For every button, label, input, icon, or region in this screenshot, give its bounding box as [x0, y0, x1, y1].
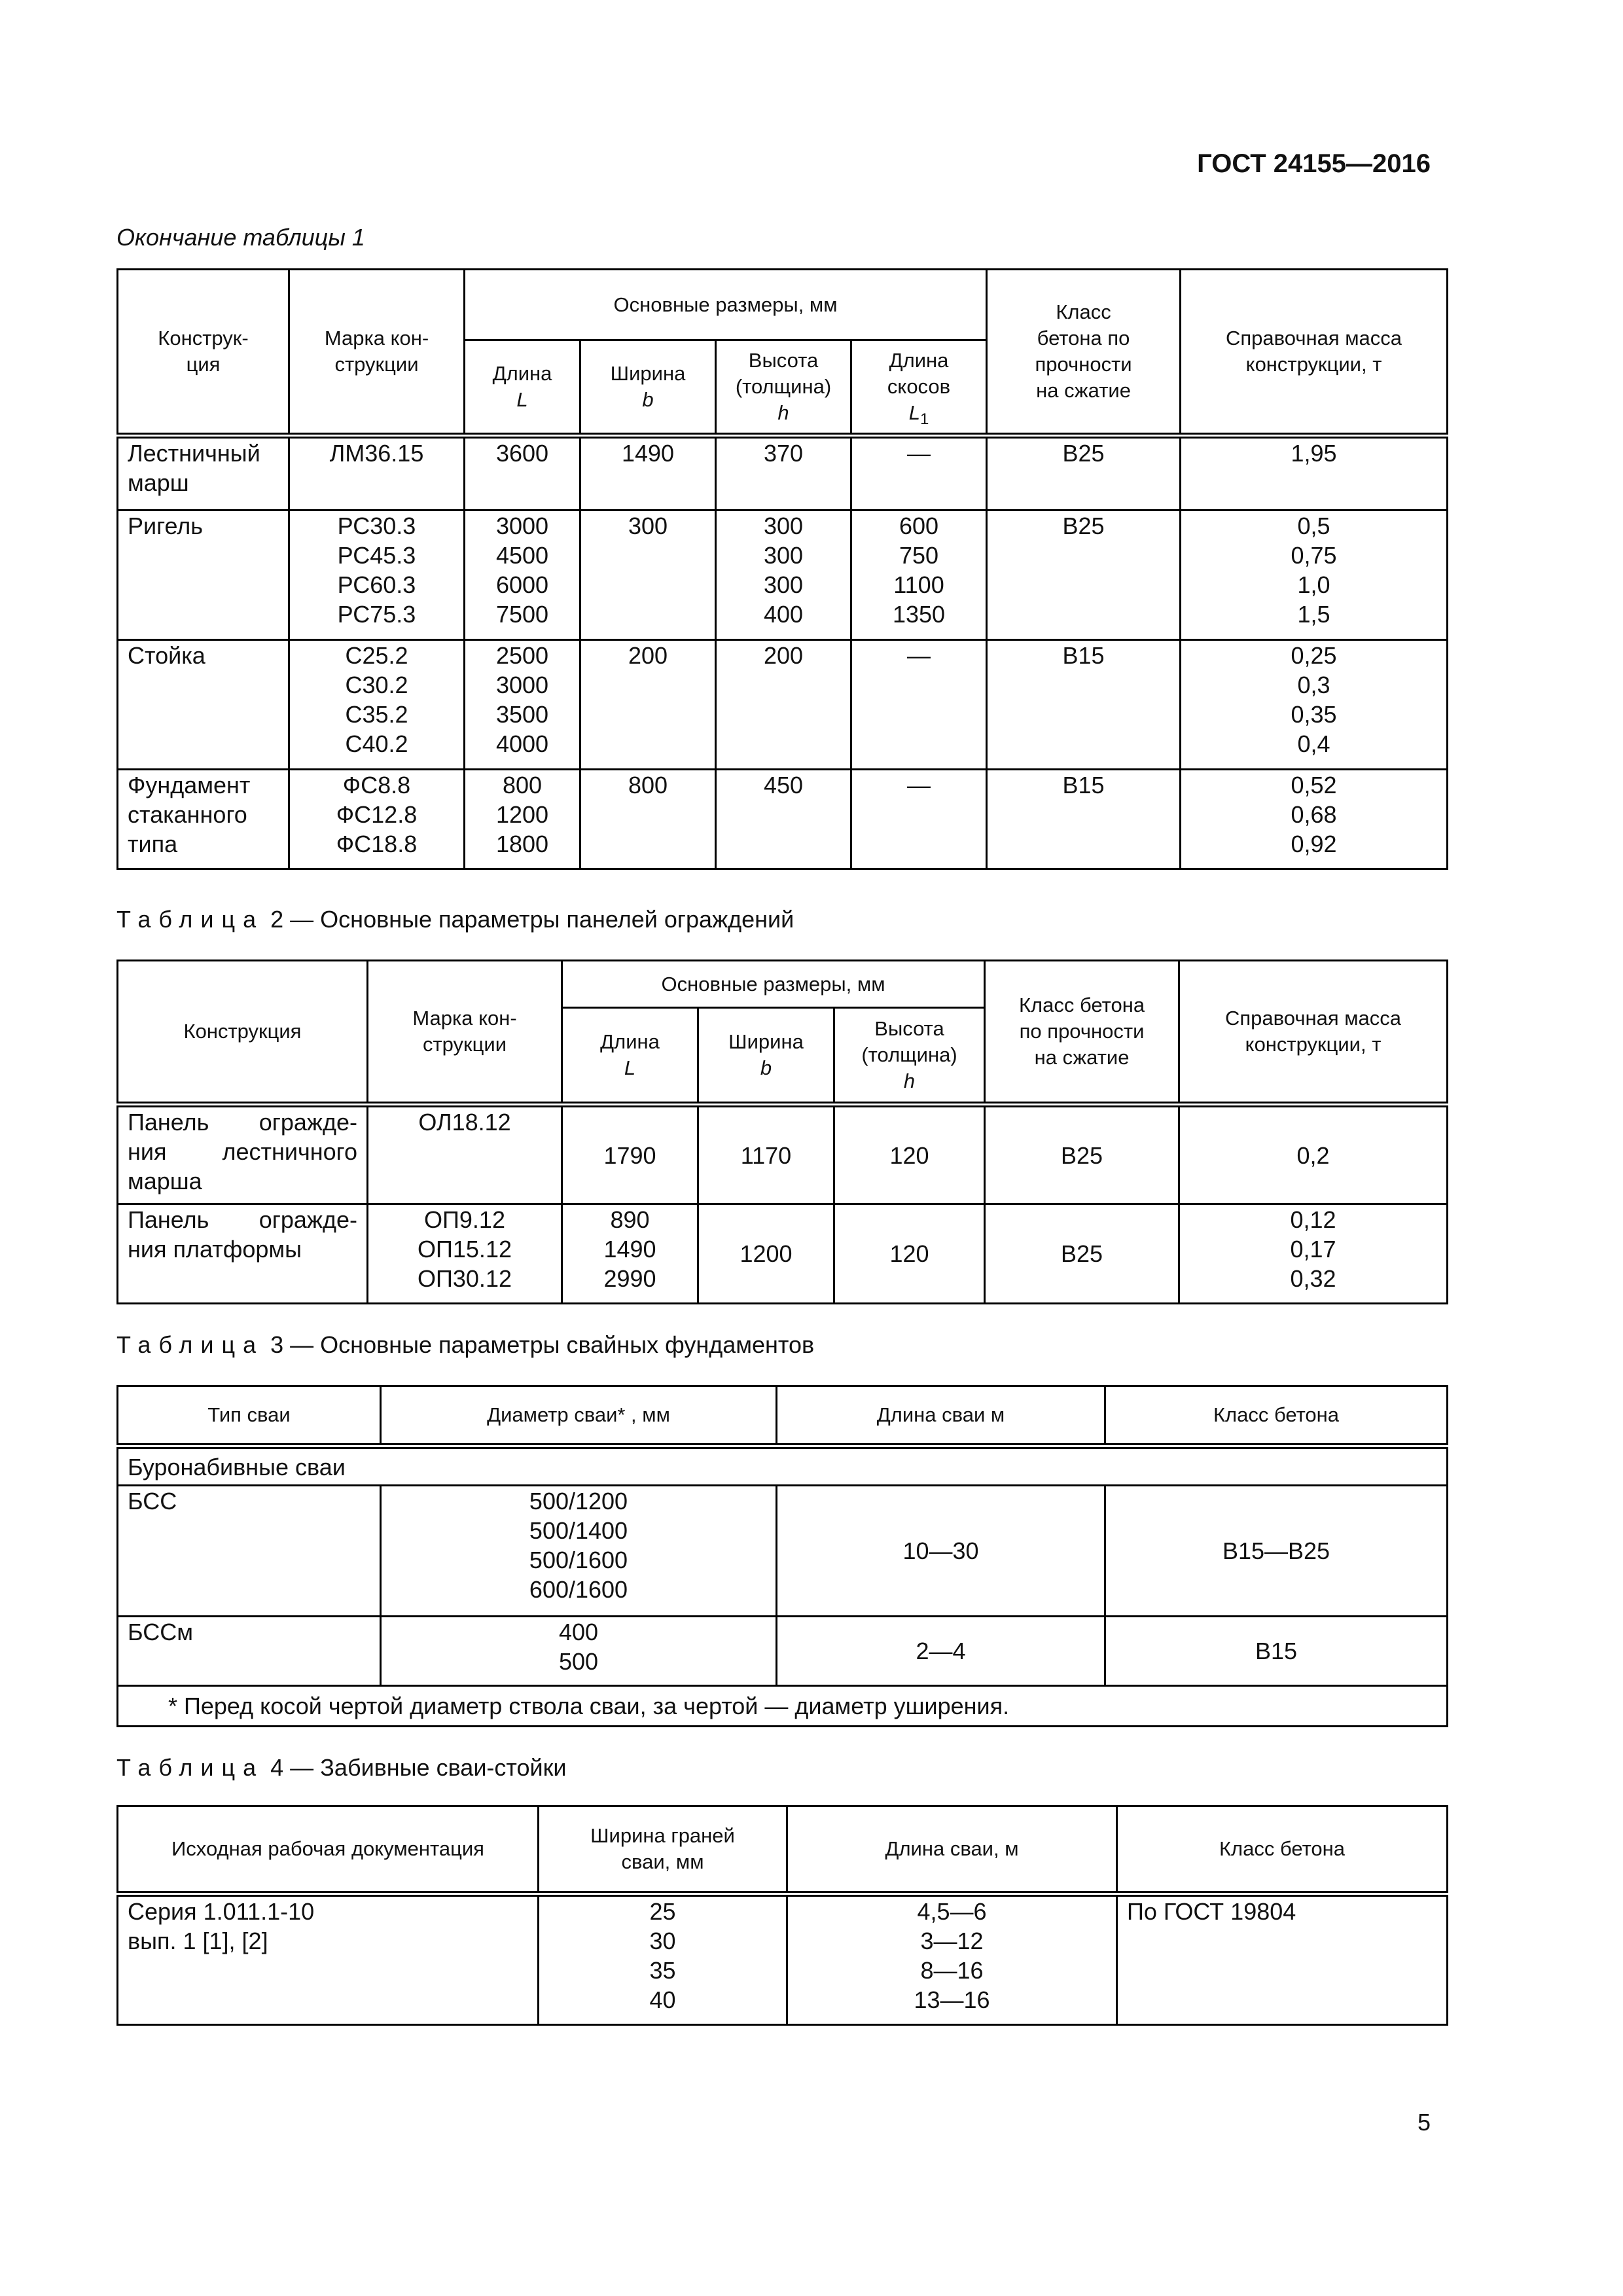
t3-cell-length: 10—30	[777, 1486, 1105, 1617]
t1-header-main-sizes: Основные размеры, мм	[465, 270, 987, 340]
t3-header-type: Тип сваи	[118, 1386, 381, 1446]
t1-row-stair-flight	[118, 436, 1448, 511]
t1-header-construction: Конструк- ция	[118, 270, 289, 436]
t4-header-class: Класс бетона	[1117, 1806, 1448, 1894]
t3-row-bss	[118, 1486, 1448, 1617]
t3-cell-type: БССм	[118, 1617, 381, 1686]
t2-cell-height: 120	[834, 1204, 985, 1304]
t1-cell-bevel: —	[851, 640, 987, 770]
t2-cell-length: 1790	[562, 1105, 698, 1204]
t1-cell-construction: Ригель	[118, 511, 289, 640]
t2-header-main-sizes: Основные размеры, мм	[562, 961, 985, 1008]
t2-cell-mark: ОП9.12 ОП15.12 ОП30.12	[368, 1204, 562, 1304]
t4-header-width: Ширина граней сваи, мм	[539, 1806, 787, 1894]
t2-cell-width: 1170	[698, 1105, 834, 1204]
t1-cell-width: 300	[580, 511, 716, 640]
table4	[116, 1805, 1448, 2026]
t2-cell-mass: 0,12 0,17 0,32	[1179, 1204, 1448, 1304]
t3-header-diameter: Диаметр сваи* , мм	[381, 1386, 777, 1446]
t1-cell-construction: Стойка	[118, 640, 289, 770]
t1-cell-width: 1490	[580, 436, 716, 511]
t1-cell-class: В25	[987, 511, 1181, 640]
t1-cell-bevel: —	[851, 436, 987, 511]
document-header: ГОСТ 24155—2016	[1197, 149, 1431, 178]
t1-cell-mark: ЛМ36.15	[289, 436, 465, 511]
t4-header-length: Длина сваи, м	[787, 1806, 1117, 1894]
t1-cell-bevel: 600 750 1100 1350	[851, 511, 987, 640]
t1-cell-length: 2500 3000 3500 4000	[465, 640, 580, 770]
t1-header-mass: Справочная масса конструкции, т	[1181, 270, 1448, 436]
t2-row-platform-panel	[118, 1204, 1448, 1304]
t1-cell-height: 370	[716, 436, 851, 511]
t1-cell-class: В25	[987, 436, 1181, 511]
t2-cell-length: 890 1490 2990	[562, 1204, 698, 1304]
t2-cell-construction: Панель огражде- ния платформы	[118, 1204, 368, 1304]
t1-cell-width: 200	[580, 640, 716, 770]
t3-header-length: Длина сваи м	[777, 1386, 1105, 1446]
t3-cell-diameter: 400 500	[381, 1617, 777, 1686]
t1-header-width: Ширина b	[580, 340, 716, 436]
table2-caption: Таблица 2 — Основные параметры панелей ограждений	[116, 906, 794, 933]
t1-cell-mass: 0,5 0,75 1,0 1,5	[1181, 511, 1448, 640]
t2-header-construction: Конструкция	[118, 961, 368, 1105]
t1-cell-mass: 1,95	[1181, 436, 1448, 511]
table4-caption: Таблица 4 — Забивные сваи-стойки	[116, 1754, 567, 1781]
t1-cell-length: 3600	[465, 436, 580, 511]
t3-cell-class: В15—В25	[1105, 1486, 1448, 1617]
t1-cell-length: 3000 4500 6000 7500	[465, 511, 580, 640]
t1-header-height: Высота (толщина) h	[716, 340, 851, 436]
t1-cell-mark: ФС8.8 ФС12.8 ФС18.8	[289, 770, 465, 869]
t1-cell-bevel: —	[851, 770, 987, 869]
t4-cell-doc: Серия 1.011.1-10 вып. 1 [1], [2]	[118, 1894, 539, 2025]
t1-header-length: Длина L	[465, 340, 580, 436]
table3-caption: Таблица 3 — Основные параметры свайных фундаментов	[116, 1331, 815, 1358]
t1-row-crossbar	[118, 511, 1448, 640]
t3-cell-class: В15	[1105, 1617, 1448, 1686]
t1-cell-mass: 0,25 0,3 0,35 0,4	[1181, 640, 1448, 770]
t1-cell-mark: С25.2 С30.2 С35.2 С40.2	[289, 640, 465, 770]
t2-cell-height: 120	[834, 1105, 985, 1204]
t1-cell-height: 300 300 300 400	[716, 511, 851, 640]
t2-header-length: Длина L	[562, 1008, 698, 1105]
t3-footnote: * Перед косой чертой диаметр ствола сваи, за чертой — диаметр уширения.	[118, 1686, 1448, 1727]
t1-cell-construction: Фундамент стаканного типа	[118, 770, 289, 869]
t1-cell-height: 450	[716, 770, 851, 869]
table2	[116, 960, 1448, 1304]
t1-cell-mass: 0,52 0,68 0,92	[1181, 770, 1448, 869]
t3-row-bssm	[118, 1617, 1448, 1686]
t2-cell-class: В25	[985, 1204, 1179, 1304]
t4-row-series	[118, 1894, 1448, 2025]
t2-cell-mass: 0,2	[1179, 1105, 1448, 1204]
t1-cell-height: 200	[716, 640, 851, 770]
t2-header-width: Ширина b	[698, 1008, 834, 1105]
t4-header-doc: Исходная рабочая документация	[118, 1806, 539, 1894]
t2-cell-mark: ОЛ18.12	[368, 1105, 562, 1204]
t3-header-class: Класс бетона	[1105, 1386, 1448, 1446]
page-number: 5	[1417, 2109, 1431, 2136]
t2-header-concrete-class: Класс бетона по прочности на сжатие	[985, 961, 1179, 1105]
table1-continuation-label: Окончание таблицы 1	[116, 224, 365, 251]
t4-cell-length: 4,5—6 3—12 8—16 13—16	[787, 1894, 1117, 2025]
t1-cell-width: 800	[580, 770, 716, 869]
t1-cell-length: 800 1200 1800	[465, 770, 580, 869]
t3-cell-diameter: 500/1200 500/1400 500/1600 600/1600	[381, 1486, 777, 1617]
t4-cell-width: 25 30 35 40	[539, 1894, 787, 2025]
t1-header-mark: Марка кон- струкции	[289, 270, 465, 436]
t2-header-mass: Справочная масса конструкции, т	[1179, 961, 1448, 1105]
t1-row-foundation	[118, 770, 1448, 869]
t1-row-post	[118, 640, 1448, 770]
table1	[116, 268, 1448, 870]
t3-cell-length: 2—4	[777, 1617, 1105, 1686]
t2-header-mark: Марка кон- струкции	[368, 961, 562, 1105]
t1-header-concrete-class: Класс бетона по прочности на сжатие	[987, 270, 1181, 436]
t4-cell-class: По ГОСТ 19804	[1117, 1894, 1448, 2025]
t2-cell-class: В25	[985, 1105, 1179, 1204]
t3-group-bored-piles: Буронабивные сваи	[118, 1446, 1448, 1486]
t2-row-stair-panel	[118, 1105, 1448, 1204]
t1-cell-class: В15	[987, 770, 1181, 869]
table3	[116, 1385, 1448, 1727]
t1-cell-construction: Лестничный марш	[118, 436, 289, 511]
t1-header-bevel: Длина скосов $L_1$	[851, 340, 987, 436]
t1-cell-mark: РС30.3 РС45.3 РС60.3 РС75.3	[289, 511, 465, 640]
t1-cell-class: В15	[987, 640, 1181, 770]
t2-cell-construction: Панель огражде- ния лестничного марша	[118, 1105, 368, 1204]
t2-cell-width: 1200	[698, 1204, 834, 1304]
t3-cell-type: БСС	[118, 1486, 381, 1617]
t2-header-height: Высота (толщина) h	[834, 1008, 985, 1105]
